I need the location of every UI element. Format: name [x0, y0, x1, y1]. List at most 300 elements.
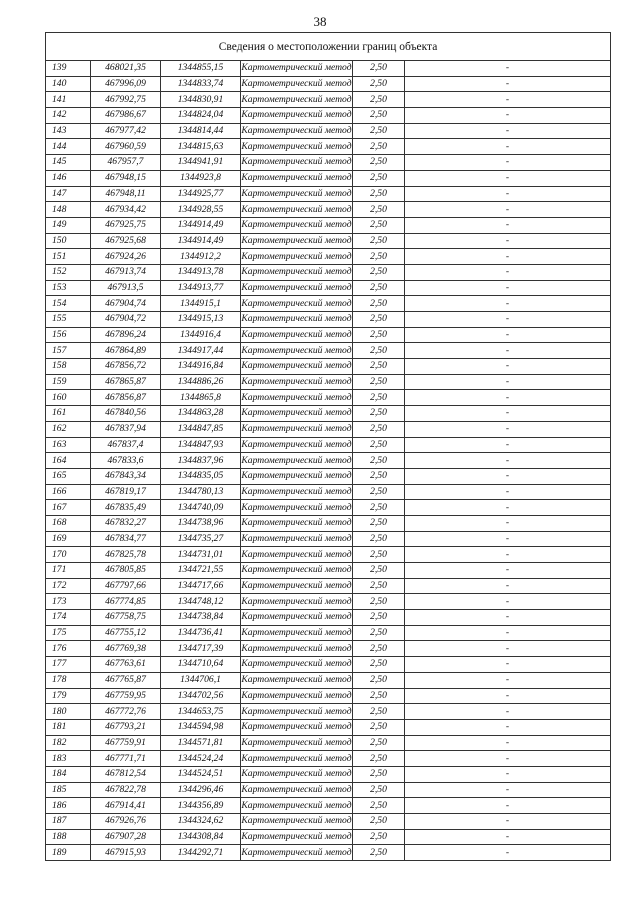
x-coordinate-cell: 467856,87	[91, 390, 161, 406]
y-coordinate-cell: 1344913,78	[161, 264, 241, 280]
point-number-cell: 144	[46, 139, 91, 155]
x-coordinate-cell: 468021,35	[91, 61, 161, 77]
table-row	[46, 578, 611, 594]
method-cell: Картометрический метод	[241, 766, 353, 782]
accuracy-cell: 2,50	[353, 751, 405, 767]
table-row	[46, 296, 611, 312]
method-cell: Картометрический метод	[241, 704, 353, 720]
table-row	[46, 845, 611, 861]
note-cell: -	[405, 829, 611, 845]
x-coordinate-cell: 467913,5	[91, 280, 161, 296]
point-number-cell: 149	[46, 217, 91, 233]
point-number-cell: 173	[46, 594, 91, 610]
accuracy-cell: 2,50	[353, 500, 405, 516]
accuracy-cell: 2,50	[353, 845, 405, 861]
y-coordinate-cell: 1344717,39	[161, 641, 241, 657]
x-coordinate-cell: 467904,74	[91, 296, 161, 312]
point-number-cell: 160	[46, 390, 91, 406]
note-cell: -	[405, 108, 611, 124]
point-number-cell: 170	[46, 547, 91, 563]
x-coordinate-cell: 467896,24	[91, 327, 161, 343]
accuracy-cell: 2,50	[353, 672, 405, 688]
y-coordinate-cell: 1344913,77	[161, 280, 241, 296]
y-coordinate-cell: 1344914,49	[161, 233, 241, 249]
table-row	[46, 719, 611, 735]
point-number-cell: 186	[46, 798, 91, 814]
y-coordinate-cell: 1344847,93	[161, 437, 241, 453]
x-coordinate-cell: 467914,41	[91, 798, 161, 814]
point-number-cell: 140	[46, 76, 91, 92]
x-coordinate-cell: 467913,74	[91, 264, 161, 280]
accuracy-cell: 2,50	[353, 625, 405, 641]
method-cell: Картометрический метод	[241, 672, 353, 688]
x-coordinate-cell: 467835,49	[91, 500, 161, 516]
accuracy-cell: 2,50	[353, 610, 405, 626]
method-cell: Картометрический метод	[241, 453, 353, 469]
y-coordinate-cell: 1344308,84	[161, 829, 241, 845]
note-cell: -	[405, 688, 611, 704]
accuracy-cell: 2,50	[353, 782, 405, 798]
point-number-cell: 153	[46, 280, 91, 296]
table-row	[46, 798, 611, 814]
y-coordinate-cell: 1344356,89	[161, 798, 241, 814]
y-coordinate-cell: 1344702,56	[161, 688, 241, 704]
method-cell: Картометрический метод	[241, 594, 353, 610]
point-number-cell: 145	[46, 155, 91, 171]
method-cell: Картометрический метод	[241, 123, 353, 139]
point-number-cell: 177	[46, 657, 91, 673]
method-cell: Картометрический метод	[241, 61, 353, 77]
table-row	[46, 563, 611, 579]
x-coordinate-cell: 467840,56	[91, 406, 161, 422]
method-cell: Картометрический метод	[241, 76, 353, 92]
note-cell: -	[405, 578, 611, 594]
x-coordinate-cell: 467822,78	[91, 782, 161, 798]
point-number-cell: 180	[46, 704, 91, 720]
table-row	[46, 233, 611, 249]
point-number-cell: 164	[46, 453, 91, 469]
accuracy-cell: 2,50	[353, 61, 405, 77]
method-cell: Картометрический метод	[241, 610, 353, 626]
note-cell: -	[405, 657, 611, 673]
x-coordinate-cell: 467957,7	[91, 155, 161, 171]
y-coordinate-cell: 1344916,4	[161, 327, 241, 343]
method-cell: Картометрический метод	[241, 625, 353, 641]
point-number-cell: 142	[46, 108, 91, 124]
table-row	[46, 735, 611, 751]
point-number-cell: 182	[46, 735, 91, 751]
x-coordinate-cell: 467758,75	[91, 610, 161, 626]
note-cell: -	[405, 61, 611, 77]
table-row	[46, 751, 611, 767]
y-coordinate-cell: 1344833,74	[161, 76, 241, 92]
note-cell: -	[405, 515, 611, 531]
point-number-cell: 147	[46, 186, 91, 202]
y-coordinate-cell: 1344824,04	[161, 108, 241, 124]
y-coordinate-cell: 1344717,66	[161, 578, 241, 594]
table-row	[46, 61, 611, 77]
accuracy-cell: 2,50	[353, 829, 405, 845]
table-row	[46, 390, 611, 406]
note-cell: -	[405, 735, 611, 751]
note-cell: -	[405, 186, 611, 202]
note-cell: -	[405, 782, 611, 798]
table-row	[46, 782, 611, 798]
x-coordinate-cell: 467774,85	[91, 594, 161, 610]
method-cell: Картометрический метод	[241, 751, 353, 767]
note-cell: -	[405, 500, 611, 516]
method-cell: Картометрический метод	[241, 421, 353, 437]
accuracy-cell: 2,50	[353, 123, 405, 139]
point-number-cell: 176	[46, 641, 91, 657]
point-number-cell: 148	[46, 202, 91, 218]
accuracy-cell: 2,50	[353, 186, 405, 202]
method-cell: Картометрический метод	[241, 327, 353, 343]
point-number-cell: 188	[46, 829, 91, 845]
note-cell: -	[405, 139, 611, 155]
accuracy-cell: 2,50	[353, 594, 405, 610]
x-coordinate-cell: 467834,77	[91, 531, 161, 547]
point-number-cell: 157	[46, 343, 91, 359]
accuracy-cell: 2,50	[353, 296, 405, 312]
table-row	[46, 264, 611, 280]
x-coordinate-cell: 467763,61	[91, 657, 161, 673]
table-row	[46, 108, 611, 124]
note-cell: -	[405, 170, 611, 186]
point-number-cell: 178	[46, 672, 91, 688]
note-cell: -	[405, 390, 611, 406]
y-coordinate-cell: 1344594,98	[161, 719, 241, 735]
point-number-cell: 189	[46, 845, 91, 861]
table-row	[46, 547, 611, 563]
note-cell: -	[405, 594, 611, 610]
y-coordinate-cell: 1344847,85	[161, 421, 241, 437]
note-cell: -	[405, 296, 611, 312]
table-row	[46, 139, 611, 155]
y-coordinate-cell: 1344916,84	[161, 359, 241, 375]
method-cell: Картометрический метод	[241, 312, 353, 328]
method-cell: Картометрический метод	[241, 406, 353, 422]
table-row	[46, 327, 611, 343]
note-cell: -	[405, 468, 611, 484]
method-cell: Картометрический метод	[241, 578, 353, 594]
accuracy-cell: 2,50	[353, 468, 405, 484]
x-coordinate-cell: 467837,4	[91, 437, 161, 453]
x-coordinate-cell: 467925,75	[91, 217, 161, 233]
accuracy-cell: 2,50	[353, 688, 405, 704]
note-cell: -	[405, 845, 611, 861]
method-cell: Картометрический метод	[241, 688, 353, 704]
table-row	[46, 217, 611, 233]
table-row	[46, 406, 611, 422]
table-row	[46, 92, 611, 108]
accuracy-cell: 2,50	[353, 170, 405, 186]
method-cell: Картометрический метод	[241, 92, 353, 108]
table-row	[46, 688, 611, 704]
note-cell: -	[405, 814, 611, 830]
y-coordinate-cell: 1344735,27	[161, 531, 241, 547]
x-coordinate-cell: 467833,6	[91, 453, 161, 469]
x-coordinate-cell: 467772,76	[91, 704, 161, 720]
table-row	[46, 672, 611, 688]
x-coordinate-cell: 467934,42	[91, 202, 161, 218]
x-coordinate-cell: 467843,34	[91, 468, 161, 484]
note-cell: -	[405, 123, 611, 139]
method-cell: Картометрический метод	[241, 531, 353, 547]
table-row	[46, 437, 611, 453]
y-coordinate-cell: 1344912,2	[161, 249, 241, 265]
accuracy-cell: 2,50	[353, 264, 405, 280]
method-cell: Картометрический метод	[241, 814, 353, 830]
table-row	[46, 280, 611, 296]
accuracy-cell: 2,50	[353, 312, 405, 328]
x-coordinate-cell: 467793,21	[91, 719, 161, 735]
point-number-cell: 171	[46, 563, 91, 579]
accuracy-cell: 2,50	[353, 437, 405, 453]
note-cell: -	[405, 484, 611, 500]
table-row	[46, 641, 611, 657]
table-row	[46, 202, 611, 218]
x-coordinate-cell: 467765,87	[91, 672, 161, 688]
table-row	[46, 76, 611, 92]
x-coordinate-cell: 467771,71	[91, 751, 161, 767]
table-body	[46, 61, 611, 861]
note-cell: -	[405, 531, 611, 547]
point-number-cell: 187	[46, 814, 91, 830]
method-cell: Картометрический метод	[241, 374, 353, 390]
x-coordinate-cell: 467865,87	[91, 374, 161, 390]
accuracy-cell: 2,50	[353, 578, 405, 594]
y-coordinate-cell: 1344738,84	[161, 610, 241, 626]
method-cell: Картометрический метод	[241, 202, 353, 218]
y-coordinate-cell: 1344815,63	[161, 139, 241, 155]
point-number-cell: 139	[46, 61, 91, 77]
method-cell: Картометрический метод	[241, 186, 353, 202]
table-row	[46, 186, 611, 202]
accuracy-cell: 2,50	[353, 453, 405, 469]
accuracy-cell: 2,50	[353, 484, 405, 500]
y-coordinate-cell: 1344914,49	[161, 217, 241, 233]
note-cell: -	[405, 343, 611, 359]
table-row	[46, 374, 611, 390]
note-cell: -	[405, 264, 611, 280]
accuracy-cell: 2,50	[353, 202, 405, 218]
y-coordinate-cell: 1344731,01	[161, 547, 241, 563]
method-cell: Картометрический метод	[241, 468, 353, 484]
table-row	[46, 453, 611, 469]
accuracy-cell: 2,50	[353, 280, 405, 296]
y-coordinate-cell: 1344296,46	[161, 782, 241, 798]
x-coordinate-cell: 467948,11	[91, 186, 161, 202]
y-coordinate-cell: 1344524,51	[161, 766, 241, 782]
note-cell: -	[405, 610, 611, 626]
x-coordinate-cell: 467915,93	[91, 845, 161, 861]
table-row	[46, 359, 611, 375]
note-cell: -	[405, 766, 611, 782]
note-cell: -	[405, 453, 611, 469]
note-cell: -	[405, 280, 611, 296]
x-coordinate-cell: 467825,78	[91, 547, 161, 563]
y-coordinate-cell: 1344780,13	[161, 484, 241, 500]
method-cell: Картометрический метод	[241, 798, 353, 814]
x-coordinate-cell: 467864,89	[91, 343, 161, 359]
x-coordinate-cell: 467948,15	[91, 170, 161, 186]
accuracy-cell: 2,50	[353, 515, 405, 531]
y-coordinate-cell: 1344923,8	[161, 170, 241, 186]
table-row	[46, 155, 611, 171]
note-cell: -	[405, 672, 611, 688]
y-coordinate-cell: 1344292,71	[161, 845, 241, 861]
accuracy-cell: 2,50	[353, 76, 405, 92]
note-cell: -	[405, 233, 611, 249]
x-coordinate-cell: 467924,26	[91, 249, 161, 265]
method-cell: Картометрический метод	[241, 515, 353, 531]
x-coordinate-cell: 467759,91	[91, 735, 161, 751]
y-coordinate-cell: 1344941,91	[161, 155, 241, 171]
point-number-cell: 163	[46, 437, 91, 453]
method-cell: Картометрический метод	[241, 233, 353, 249]
method-cell: Картометрический метод	[241, 296, 353, 312]
x-coordinate-cell: 467832,27	[91, 515, 161, 531]
method-cell: Картометрический метод	[241, 280, 353, 296]
method-cell: Картометрический метод	[241, 343, 353, 359]
note-cell: -	[405, 217, 611, 233]
point-number-cell: 167	[46, 500, 91, 516]
note-cell: -	[405, 421, 611, 437]
table-row	[46, 468, 611, 484]
x-coordinate-cell: 467907,28	[91, 829, 161, 845]
method-cell: Картометрический метод	[241, 359, 353, 375]
y-coordinate-cell: 1344324,62	[161, 814, 241, 830]
point-number-cell: 166	[46, 484, 91, 500]
note-cell: -	[405, 641, 611, 657]
x-coordinate-cell: 467992,75	[91, 92, 161, 108]
point-number-cell: 155	[46, 312, 91, 328]
x-coordinate-cell: 467769,38	[91, 641, 161, 657]
accuracy-cell: 2,50	[353, 343, 405, 359]
method-cell: Картометрический метод	[241, 249, 353, 265]
y-coordinate-cell: 1344917,44	[161, 343, 241, 359]
accuracy-cell: 2,50	[353, 155, 405, 171]
point-number-cell: 183	[46, 751, 91, 767]
y-coordinate-cell: 1344886,26	[161, 374, 241, 390]
y-coordinate-cell: 1344830,91	[161, 92, 241, 108]
accuracy-cell: 2,50	[353, 327, 405, 343]
x-coordinate-cell: 467819,17	[91, 484, 161, 500]
y-coordinate-cell: 1344837,96	[161, 453, 241, 469]
x-coordinate-cell: 467960,59	[91, 139, 161, 155]
method-cell: Картометрический метод	[241, 155, 353, 171]
method-cell: Картометрический метод	[241, 170, 353, 186]
point-number-cell: 143	[46, 123, 91, 139]
method-cell: Картометрический метод	[241, 563, 353, 579]
point-number-cell: 179	[46, 688, 91, 704]
method-cell: Картометрический метод	[241, 641, 353, 657]
y-coordinate-cell: 1344748,12	[161, 594, 241, 610]
table-row	[46, 829, 611, 845]
note-cell: -	[405, 704, 611, 720]
table-row	[46, 657, 611, 673]
table-title: Сведения о местоположении границ объекта	[46, 33, 611, 61]
table-row	[46, 625, 611, 641]
y-coordinate-cell: 1344835,05	[161, 468, 241, 484]
method-cell: Картометрический метод	[241, 547, 353, 563]
point-number-cell: 165	[46, 468, 91, 484]
y-coordinate-cell: 1344721,55	[161, 563, 241, 579]
accuracy-cell: 2,50	[353, 563, 405, 579]
accuracy-cell: 2,50	[353, 406, 405, 422]
y-coordinate-cell: 1344740,09	[161, 500, 241, 516]
accuracy-cell: 2,50	[353, 139, 405, 155]
x-coordinate-cell: 467996,09	[91, 76, 161, 92]
y-coordinate-cell: 1344863,28	[161, 406, 241, 422]
y-coordinate-cell: 1344524,24	[161, 751, 241, 767]
method-cell: Картометрический метод	[241, 829, 353, 845]
y-coordinate-cell: 1344814,44	[161, 123, 241, 139]
x-coordinate-cell: 467904,72	[91, 312, 161, 328]
method-cell: Картометрический метод	[241, 484, 353, 500]
boundary-table-frame	[45, 32, 610, 861]
note-cell: -	[405, 202, 611, 218]
y-coordinate-cell: 1344915,13	[161, 312, 241, 328]
y-coordinate-cell: 1344738,96	[161, 515, 241, 531]
method-cell: Картометрический метод	[241, 217, 353, 233]
y-coordinate-cell: 1344865,8	[161, 390, 241, 406]
y-coordinate-cell: 1344571,81	[161, 735, 241, 751]
note-cell: -	[405, 312, 611, 328]
point-number-cell: 161	[46, 406, 91, 422]
accuracy-cell: 2,50	[353, 359, 405, 375]
table-row	[46, 594, 611, 610]
y-coordinate-cell: 1344736,41	[161, 625, 241, 641]
accuracy-cell: 2,50	[353, 641, 405, 657]
table-row	[46, 421, 611, 437]
point-number-cell: 159	[46, 374, 91, 390]
method-cell: Картометрический метод	[241, 782, 353, 798]
note-cell: -	[405, 547, 611, 563]
x-coordinate-cell: 467856,72	[91, 359, 161, 375]
x-coordinate-cell: 467986,67	[91, 108, 161, 124]
y-coordinate-cell: 1344855,15	[161, 61, 241, 77]
y-coordinate-cell: 1344653,75	[161, 704, 241, 720]
accuracy-cell: 2,50	[353, 390, 405, 406]
x-coordinate-cell: 467926,76	[91, 814, 161, 830]
x-coordinate-cell: 467977,42	[91, 123, 161, 139]
table-row	[46, 312, 611, 328]
note-cell: -	[405, 155, 611, 171]
method-cell: Картометрический метод	[241, 139, 353, 155]
method-cell: Картометрический метод	[241, 719, 353, 735]
x-coordinate-cell: 467805,85	[91, 563, 161, 579]
point-number-cell: 162	[46, 421, 91, 437]
point-number-cell: 184	[46, 766, 91, 782]
table-row	[46, 343, 611, 359]
table-row	[46, 610, 611, 626]
accuracy-cell: 2,50	[353, 531, 405, 547]
method-cell: Картометрический метод	[241, 657, 353, 673]
method-cell: Картометрический метод	[241, 845, 353, 861]
accuracy-cell: 2,50	[353, 92, 405, 108]
note-cell: -	[405, 625, 611, 641]
table-row	[46, 500, 611, 516]
table-row	[46, 123, 611, 139]
point-number-cell: 154	[46, 296, 91, 312]
accuracy-cell: 2,50	[353, 217, 405, 233]
point-number-cell: 185	[46, 782, 91, 798]
note-cell: -	[405, 92, 611, 108]
boundary-coordinates-table	[45, 32, 611, 861]
point-number-cell: 169	[46, 531, 91, 547]
